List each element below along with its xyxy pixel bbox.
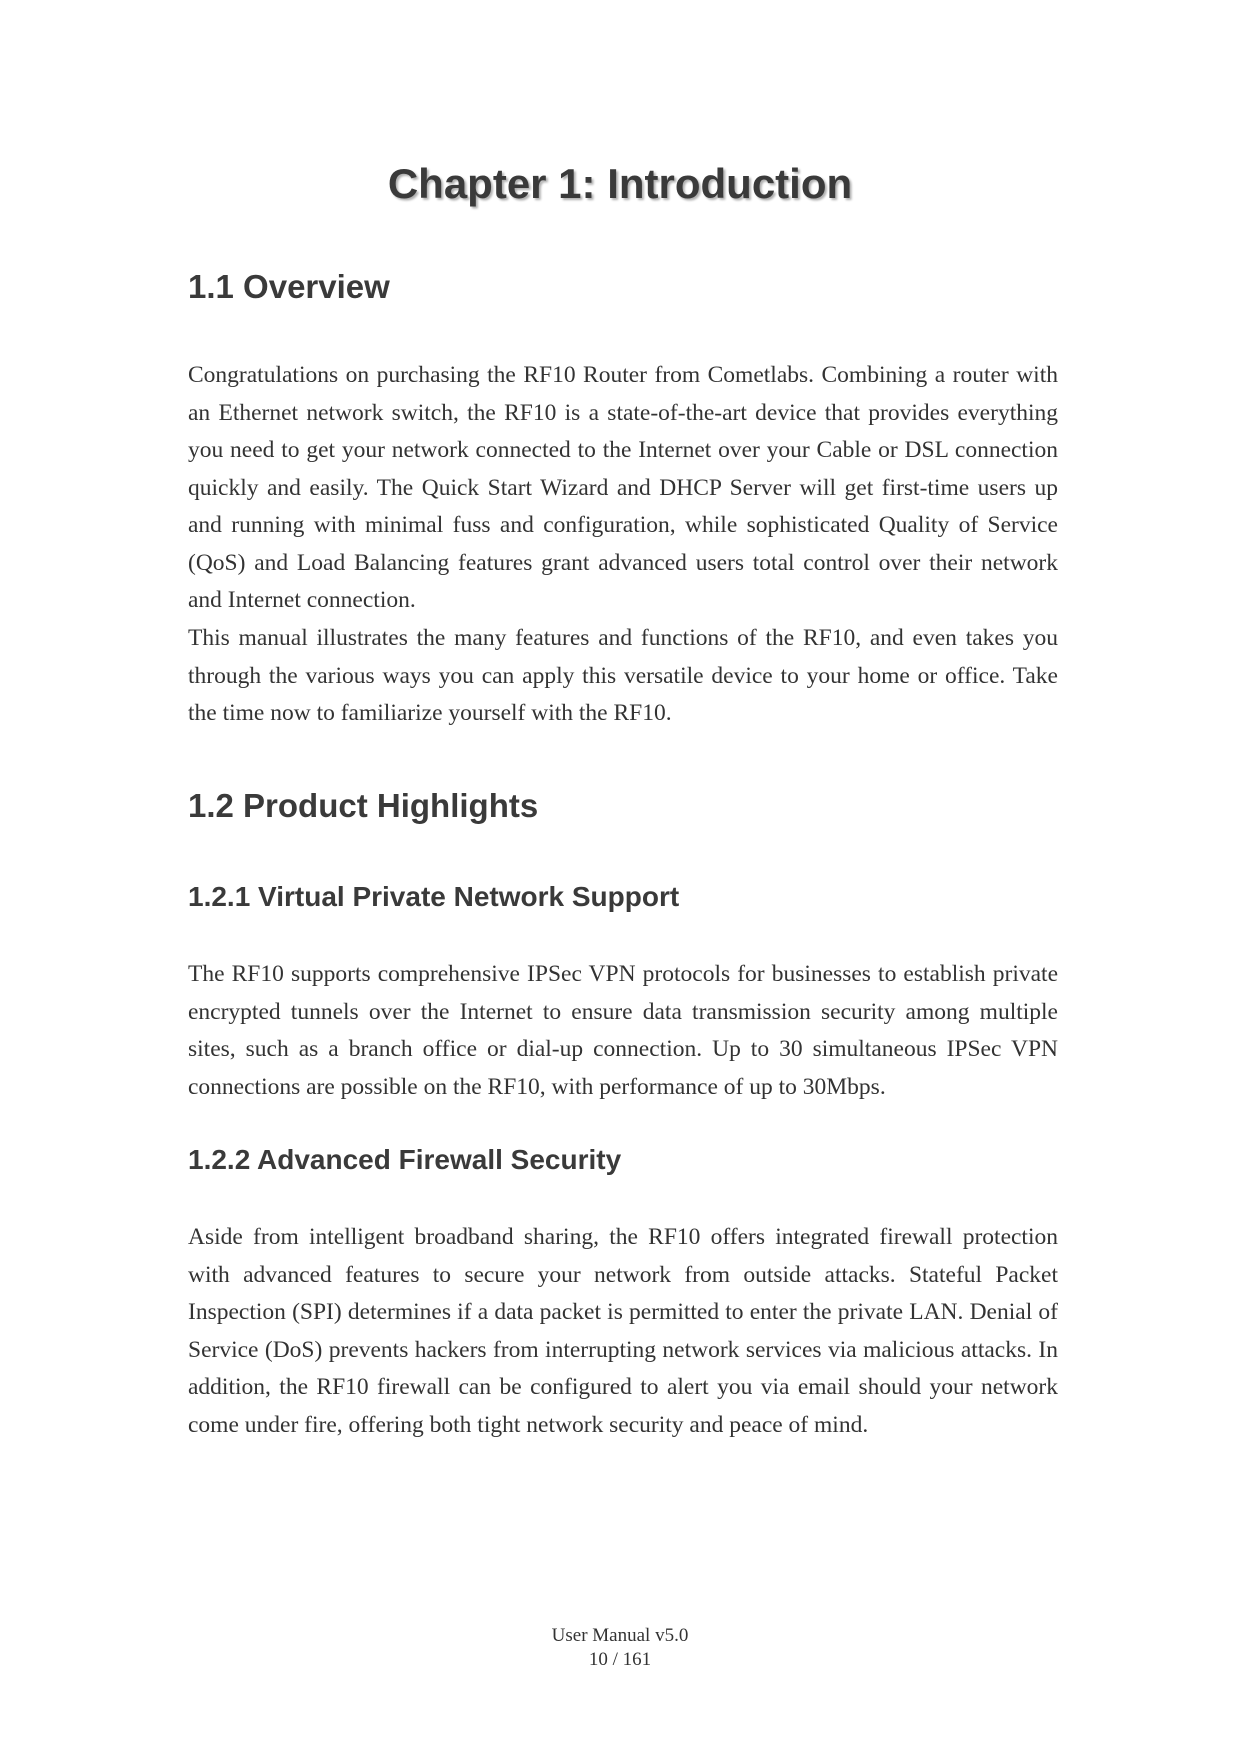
- subsection-heading-firewall: 1.2.2 Advanced Firewall Security: [188, 1144, 622, 1175]
- section-heading-product-highlights: 1.2 Product Highlights: [188, 787, 539, 824]
- chapter-title: Chapter 1: Introduction: [387, 160, 853, 207]
- vpn-paragraph: The RF10 supports comprehensive IPSec VPN protocols for businesses to establish private encrypted tunnels over the Internet to ensure data transmission security among multiple sites, such as a branch office or dial-up connection. Up to 30 simultaneous IPSec VPN connections are possible on the RF10, with performance of up to 30Mbps.: [188, 961, 1058, 1100]
- firewall-paragraph: Aside from intelligent broadband sharing, the RF10 offers integrated firewall protection with advanced features to secure your network from outside attacks. Stateful Packet Inspection (SPI) determines if a data packet is permitted to enter the private LAN. Denial of Service (DoS) prevents hackers from interrupting network services via malicious attacks. In addition, the RF10 firewall can be configured to alert you via email should your network come under fire, offering both tight network security and peace of mind.: [188, 1224, 1058, 1438]
- overview-paragraph-2: This manual illustrates the many features and functions of the RF10, and even takes you through the various ways you can apply this versatile device to your home or office. Take the time now to familiarize yourself with the RF10.: [188, 625, 1058, 726]
- overview-paragraph-1: Congratulations on purchasing the RF10 Router from Cometlabs. Combining a router with an Ethernet network switch, the RF10 is a state-of-the-art device that provides everything you need to get your network connected to the Internet over your Cable or DSL connection quickly and easily. The Quick Start Wizard and DHCP Server will get first-time users up and running with minimal fuss and configuration, while sophisticated Quality of Service (QoS) and Load Balancing features grant advanced users total control over their network and Internet connection.: [188, 362, 1058, 613]
- section-heading-overview: 1.1 Overview: [188, 268, 390, 305]
- footer-manual-version: User Manual v5.0: [551, 1625, 689, 1646]
- subsection-heading-vpn: 1.2.1 Virtual Private Network Support: [188, 881, 680, 912]
- footer-page-number: 10 / 161: [588, 1649, 652, 1670]
